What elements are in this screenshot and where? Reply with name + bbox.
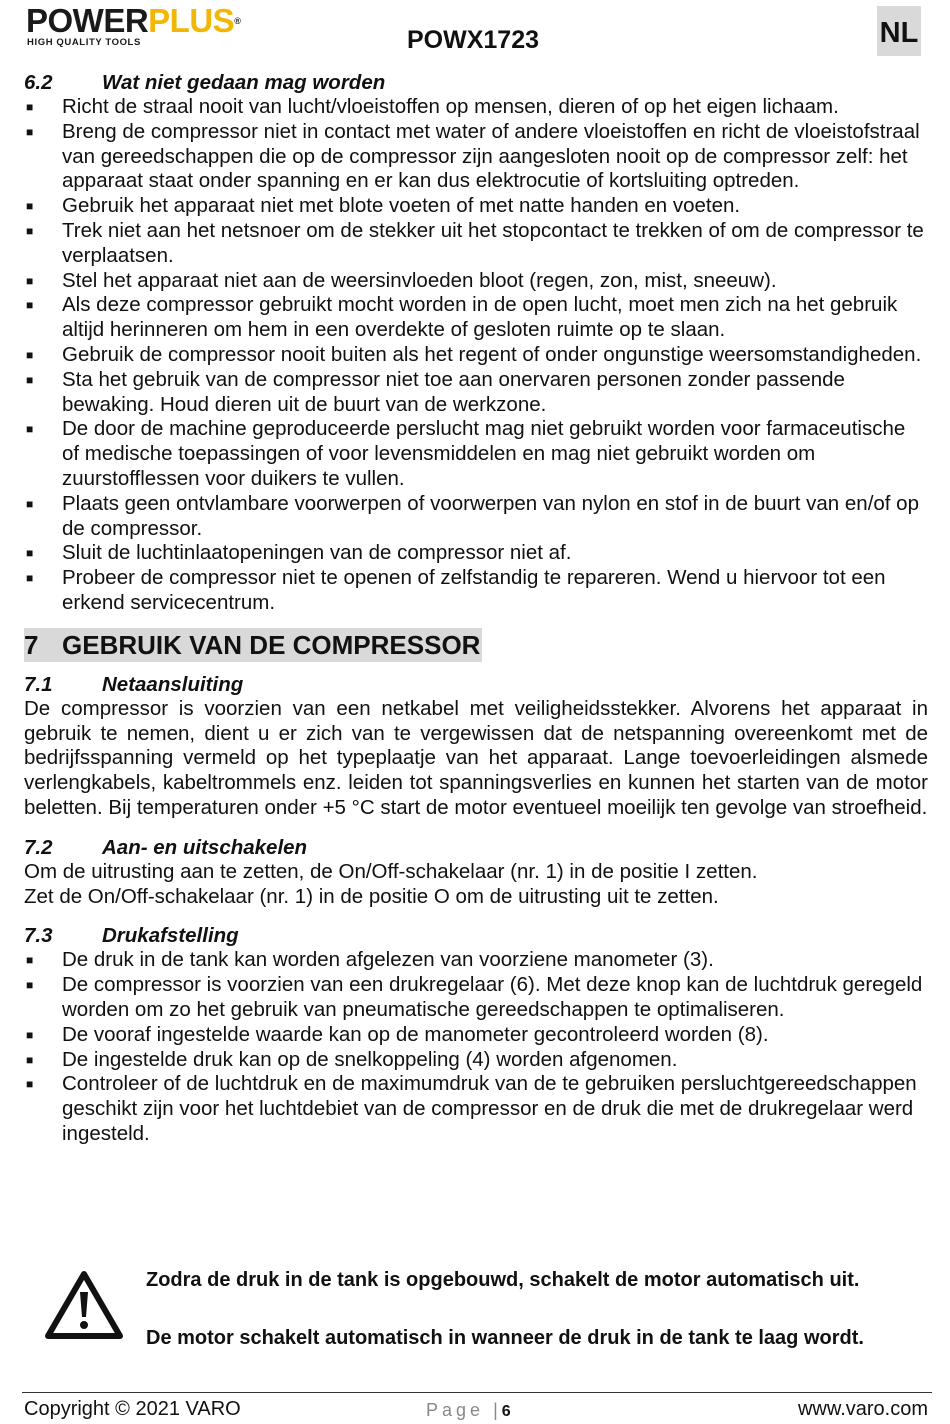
bullet-icon: ■: [26, 978, 34, 993]
list-6-2: [24, 95, 928, 616]
list-item: ■ De ingestelde druk kan op de snelkoppeling (4) worden afgenomen.: [26, 1047, 678, 1071]
paragraph-7-2-line1: Om de uitrusting aan te zetten, de On/Off-schakelaar (nr. 1) in de positie I zetten.: [24, 859, 758, 883]
bullet-icon: ■: [26, 223, 34, 238]
list-item: ■ Sta het gebruik van de compressor niet toe aan onervaren personen zonder passende bewaking. Houd dieren uit de buurt van de werkzone.: [26, 367, 845, 416]
page-content: [24, 70, 928, 1147]
bullet-icon: ■: [26, 546, 34, 561]
paragraph-7-2-line2: Zet de On/Off-schakelaar (nr. 1) in de positie O om de uitrusting uit te zetten.: [24, 884, 719, 908]
logo-tagline: HIGH QUALITY TOOLS: [27, 37, 141, 48]
bullet-icon: ■: [26, 953, 34, 968]
footer-website: www.varo.com: [797, 1398, 928, 1420]
language-badge: NL: [877, 6, 921, 56]
bullet-icon: ■: [26, 1027, 34, 1042]
chapter-heading-7: 7 GEBRUIK VAN DE COMPRESSOR: [24, 629, 481, 660]
list-item: ■ De vooraf ingestelde waarde kan op de manometer gecontroleerd worden (8).: [26, 1022, 769, 1046]
warning-line-2: De motor schakelt automatisch in wanneer de druk in de tank te laag wordt.: [146, 1327, 864, 1349]
model-number: POWX1723: [407, 26, 540, 54]
list-item: ■ De door de machine geproduceerde perslucht mag niet gebruikt worden voor farmaceutische of medische toepassingen of voor levensmiddelen en mag niet gebruikt worden om zuurstofflessen voor duikers te vullen.: [26, 417, 906, 490]
bullet-icon: ■: [26, 571, 34, 586]
list-item: ■ De compressor is voorzien van een drukregelaar (6). Met deze knop kan de luchtdruk geregeld worden om zo het gebruik van pneumatische gereedschappen te optimaliseren.: [26, 973, 923, 1021]
bullet-icon: ■: [26, 496, 34, 511]
list-item: ■ Sluit de luchtinlaatopeningen van de compressor niet af.: [26, 541, 572, 565]
warning-triangle-icon: [44, 1270, 124, 1342]
list-item: ■ Plaats geen ontvlambare voorwerpen of voorwerpen van nylon en stof in de buurt van en/of op de compressor.: [26, 491, 919, 540]
list-item: ■ Als deze compressor gebruikt mocht worden in de open lucht, moet men zich na het gebruik altijd herinneren om hem in een overdekte of gesloten ruimte op te slaan.: [26, 293, 898, 342]
bullet-icon: ■: [26, 422, 34, 437]
list-item: ■ De druk in de tank kan worden afgelezen van voorziene manometer (3).: [26, 948, 714, 972]
bullet-icon: ■: [26, 347, 34, 362]
powerplus-logo: [26, 4, 286, 48]
list-item: ■ Gebruik het apparaat niet met blote voeten of met natte handen en voeten.: [26, 194, 741, 218]
bullet-icon: ■: [26, 298, 34, 313]
logo-wordmark: POWERPLUS®: [26, 2, 241, 39]
list-item: ■ Trek niet aan het netsnoer om de stekker uit het stopcontact te trekken of om de compressor te verplaatsen.: [26, 218, 924, 267]
warning-text: [146, 1268, 936, 1350]
footer-copyright: Copyright © 2021 VARO: [24, 1398, 241, 1420]
bullet-icon: ■: [26, 199, 34, 214]
list-item: ■ Richt de straal nooit van lucht/vloeistoffen op mensen, dieren of op het eigen lichaam.: [26, 95, 839, 118]
bullet-icon: ■: [26, 372, 34, 387]
bullet-icon: ■: [26, 124, 34, 139]
footer-page-indicator: Page |6: [426, 1400, 511, 1420]
bullet-icon: ■: [26, 100, 34, 114]
list-item: ■ Probeer de compressor niet te openen of zelfstandig te repareren. Wend u hiervoor tot een erkend servicecentrum.: [26, 566, 886, 614]
section-heading-6-2: 6.2 Wat niet gedaan mag worden: [24, 71, 386, 94]
page-number: 6: [501, 1403, 511, 1420]
bullet-icon: ■: [26, 1052, 34, 1067]
list-item: ■ Stel het apparaat niet aan de weersinvloeden bloot (regen, zon, mist, sneeuw).: [26, 268, 777, 292]
section-heading-7-1: 7.1 Netaansluiting: [24, 672, 244, 696]
bullet-icon: ■: [26, 1077, 34, 1092]
section-heading-7-2: 7.2 Aan- en uitschakelen: [24, 835, 308, 859]
paragraph-7-1: De compressor is voorzien van een netkabel met veiligheidsstekker. Alvorens het apparaat in gebruik te nemen, dient u er zich van te vergewissen dat de netspanning overeenkomt met de bedrijfsspanning vermeld op het typeplaatje van het apparaat. Lange toevoerleidingen alsmede verlengkabels, kabeltrommels enz. leiden tot spanningsverlies en kunnen het starten van de motor beletten. Bij temperaturen onder +5 °C start de motor eventueel moeilijk ten gevolge van stroefheid.: [24, 696, 928, 819]
section-heading-7-3: 7.3 Drukafstelling: [24, 924, 239, 948]
footer-divider: [22, 1392, 932, 1393]
warning-line-1: Zodra de druk in de tank is opgebouwd, schakelt de motor automatisch uit.: [146, 1269, 860, 1291]
bullet-icon: ■: [26, 273, 34, 288]
list-item: ■ Breng de compressor niet in contact met water of andere vloeistoffen en richt de vloeistofstraal van gereedschappen die op de compressor zijn aangesloten nooit op de compressor zelf: het apparaat staat onder spanning en er kan dus elektrocutie of kortsluiting optreden.: [26, 119, 920, 193]
list-item: ■ Controleer of de luchtdruk en de maximumdruk van de te gebruiken persluchtgereedschappen geschikt zijn voor het luchtdebiet van de compressor en de druk die met de drukregelaar werd ingesteld.: [26, 1072, 917, 1145]
list-7-3: [24, 948, 928, 1146]
list-item: ■ Gebruik de compressor nooit buiten als het regent of onder ongunstige weersomstandigheden.: [26, 342, 922, 366]
